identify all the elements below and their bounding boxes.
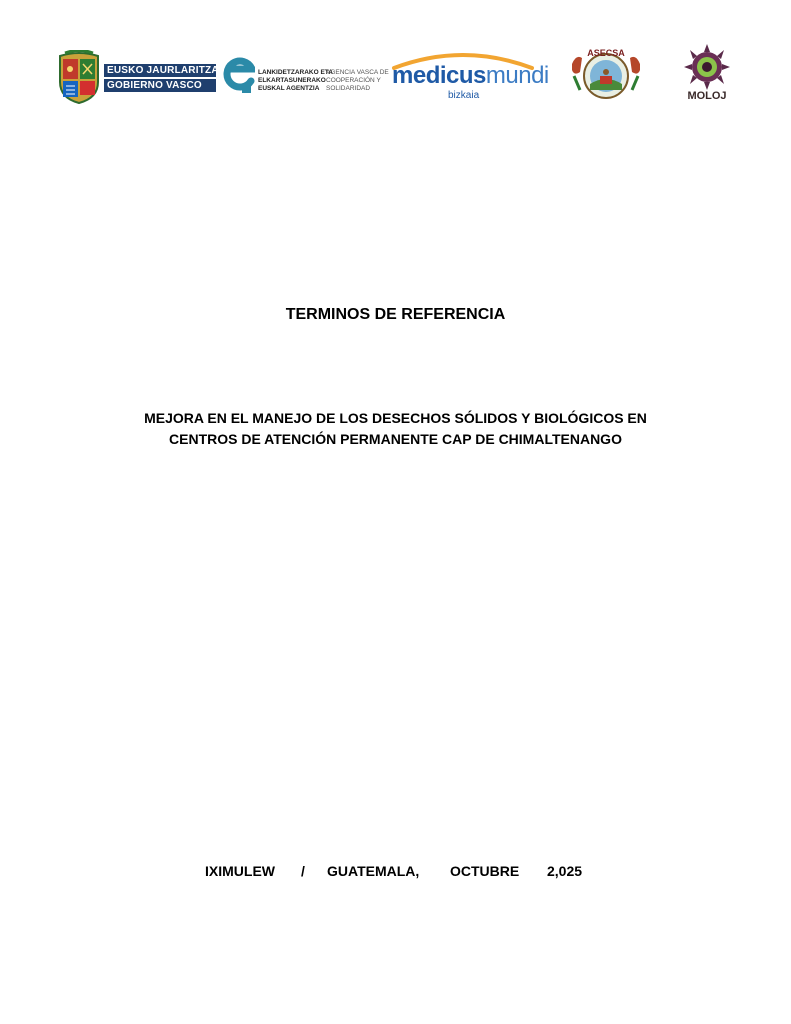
- agency-spanish-name: AGENCIA VASCA DE COOPERACIÓN Y SOLIDARIDAD: [326, 69, 389, 92]
- gobierno-vasco-line2: GOBIERNO VASCO: [104, 79, 216, 92]
- moloj-sun-emblem-icon: [678, 44, 736, 90]
- gobierno-vasco-logo: [56, 50, 219, 106]
- gobierno-vasco-line1: EUSKO JAURLARITZA: [104, 64, 216, 77]
- month-name: OCTUBRE: [450, 863, 520, 879]
- country-name: GUATEMALA,: [327, 863, 420, 879]
- agency-e-icon: [223, 55, 255, 95]
- basque-coat-of-arms-icon: [56, 50, 102, 104]
- place-name: IXIMULEW: [205, 863, 275, 879]
- document-subtitle-line2: CENTROS DE ATENCIÓN PERMANENTE CAP DE CHIMALTENANGO: [169, 431, 622, 447]
- document-subtitle-line1: MEJORA EN EL MANEJO DE LOS DESECHOS SÓLIDOS Y BIOLÓGICOS EN: [144, 410, 647, 426]
- document-title: TERMINOS DE REFERENCIA: [285, 306, 506, 323]
- moloj-logo: [678, 44, 736, 104]
- year-value: 2,025: [547, 863, 583, 879]
- place-separator: /: [301, 863, 305, 879]
- agencia-vasca-cooperacion-logo: [223, 55, 389, 99]
- medicusmundi-sub: bizkaia: [448, 90, 480, 101]
- asecsa-label: ASECSA: [587, 48, 625, 58]
- medicusmundi-logo: [390, 48, 549, 104]
- medicusmundi-wordmark: medicusmundi: [392, 62, 549, 89]
- asecsa-logo: [566, 46, 646, 102]
- agency-basque-name: LANKIDETZARAKO ETA ELKARTASUNERAKO EUSKAL AGENTZIA: [258, 69, 333, 92]
- moloj-label: MOLOJ: [687, 90, 727, 102]
- asecsa-emblem-icon: [566, 46, 646, 102]
